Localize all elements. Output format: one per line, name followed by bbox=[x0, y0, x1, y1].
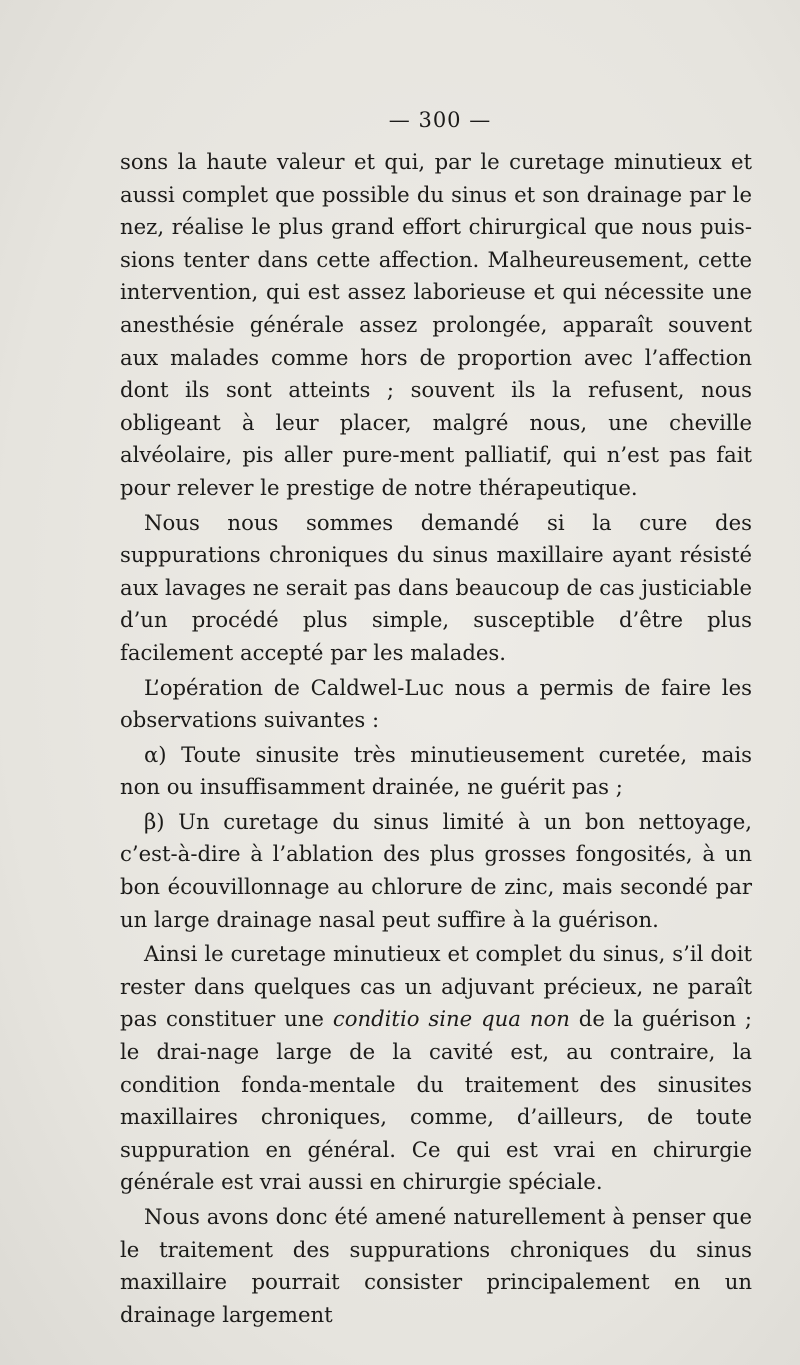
body-text bbox=[120, 146, 752, 1331]
observation-beta: β) Un curetage du sinus limité à un bon nettoyage, c’est-à-dire à l’ablation des plus grosses fongosités, à un bon écouvillonnage au chlorure de zinc, mais secondé par un large drainage nasal peut suffire à la guérison. bbox=[120, 808, 752, 932]
page-number: — 300 — bbox=[388, 108, 492, 132]
paragraph-continuation: sons la haute valeur et qui, par le curetage minutieux et aussi complet que possible du sinus et son drainage par le nez, réalise le plus grand effort chirurgical que nous puis-sions tenter dans cette affection. Malheureusement, cette intervention, qui est assez laborieuse et qui nécessite une anesthésie générale assez prolongée, apparaît souvent aux malades comme hors de proportion avec l’affection dont ils sont atteints ; souvent ils la refusent, nous obligeant à leur placer, malgré nous, une cheville alvéolaire, pis aller pure-ment palliatif, qui n’est pas fait pour relever le prestige de notre thérapeutique. bbox=[120, 149, 752, 500]
conclusion-latin-phrase: conditio sine qua non bbox=[332, 1006, 570, 1032]
conclusion-text-before: Ainsi le curetage minutieux et complet du sinus, s’il doit rester dans quelques cas un adjuvant précieux, ne paraît pas constituer une bbox=[120, 941, 752, 1032]
paragraph-treatment: Nous avons donc été amené naturellement à penser que le traitement des suppurations chroniques du sinus maxillaire pourrait consister principalement en un drainage largement bbox=[120, 1204, 752, 1327]
conclusion-text-after: de la guérison ; le drai-nage large de la cavité est, au contraire, la condition fonda-mentale du traitement des sinusites maxillaires chroniques, comme, d’ailleurs, de toute suppuration en général. Ce qui est vrai en chirurgie générale est vrai aussi en chirurgie spéciale. bbox=[120, 1006, 752, 1195]
observation-alpha: α) Toute sinusite très minutieusement curetée, mais non ou insuffisamment drainée, ne guérit pas ; bbox=[120, 741, 752, 800]
paragraph-observations-intro: L’opération de Caldwel-Luc nous a permis de faire les observations suivantes : bbox=[120, 674, 752, 733]
paragraph-conclusion bbox=[120, 938, 752, 1199]
paragraph-question: Nous nous sommes demandé si la cure des suppurations chroniques du sinus maxillaire ayant résisté aux lavages ne serait pas dans beaucoup de cas justiciable d’un procédé plus simple, susceptible d’être plus facilement accepté par les malades. bbox=[120, 509, 752, 665]
